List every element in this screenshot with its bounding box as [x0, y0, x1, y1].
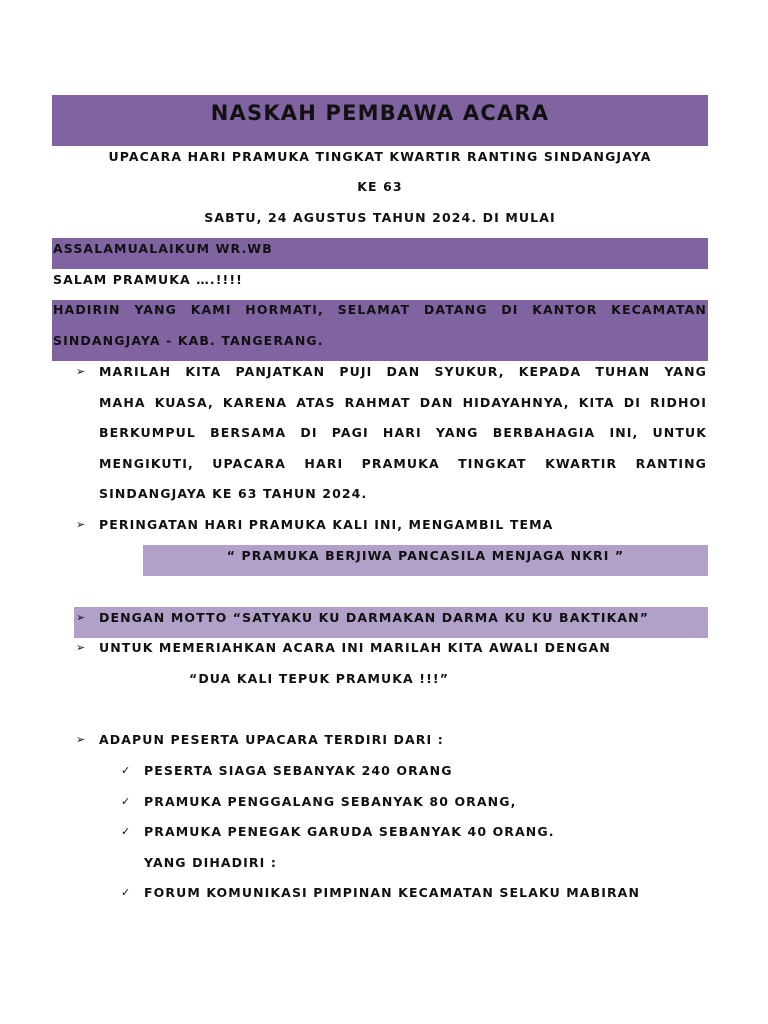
welcome-line-1: HADIRIN YANG KAMI HORMATI, SELAMAT DATANG DI KANTOR KECAMATAN [53, 302, 707, 317]
check-icon: ✓ [121, 795, 131, 808]
bullet-1-line-5: SINDANGJAYA KE 63 TAHUN 2024. [99, 486, 368, 501]
bullet-arrow-icon: ➢ [76, 733, 86, 746]
motto-text: DENGAN MOTTO “SATYAKU KU DARMAKAN DARMA KU KU BAKTIKAN” [99, 610, 650, 625]
bullet-5-text: ADAPUN PESERTA UPACARA TERDIRI DARI : [99, 732, 444, 747]
check-icon: ✓ [121, 886, 131, 899]
theme-text: “ PRAMUKA BERJIWA PANCASILA MENJAGA NKRI ” [226, 548, 625, 563]
participant-item: PRAMUKA PENGGALANG SEBANYAK 80 ORANG, [144, 794, 517, 809]
participant-item: PRAMUKA PENEGAK GARUDA SEBANYAK 40 ORANG. [144, 824, 555, 839]
bullet-arrow-icon: ➢ [76, 365, 86, 378]
welcome-line-2: SINDANGJAYA - KAB. TANGERANG. [53, 333, 324, 348]
greeting-text: ASSALAMUALAIKUM WR.WB [53, 241, 273, 256]
bullet-arrow-icon: ➢ [76, 641, 86, 654]
bullet-1-line-4: MENGIKUTI, UPACARA HARI PRAMUKA TINGKAT KWARTIR RANTING [99, 456, 707, 471]
bullet-2-text: PERINGATAN HARI PRAMUKA KALI INI, MENGAMBIL TEMA [99, 517, 554, 532]
attendee-item: FORUM KOMUNIKASI PIMPINAN KECAMATAN SELAKU MABIRAN [144, 885, 641, 900]
bullet-4-text: UNTUK MEMERIAHKAN ACARA INI MARILAH KITA AWALI DENGAN [99, 640, 611, 655]
check-icon: ✓ [121, 764, 131, 777]
attended-label: YANG DIHADIRI : [144, 855, 277, 870]
page-title: NASKAH PEMBAWA ACARA [52, 95, 708, 146]
bullet-arrow-icon: ➢ [76, 518, 86, 531]
check-icon: ✓ [121, 825, 131, 838]
salam-text: SALAM PRAMUKA ….!!!! [53, 272, 243, 287]
bullet-arrow-icon: ➢ [76, 611, 86, 624]
bullet-1-line-2: MAHA KUASA, KARENA ATAS RAHMAT DAN HIDAYAHNYA, KITA DI RIDHOI [99, 395, 707, 410]
subtitle-line-1: UPACARA HARI PRAMUKA TINGKAT KWARTIR RANTING SINDANGJAYA [108, 149, 652, 164]
participant-item: PESERTA SIAGA SEBANYAK 240 ORANG [144, 763, 453, 778]
bullet-1-line-1: MARILAH KITA PANJATKAN PUJI DAN SYUKUR, KEPADA TUHAN YANG [99, 364, 707, 379]
subtitle-line-3: SABTU, 24 AGUSTUS TAHUN 2024. DI MULAI [204, 210, 556, 225]
tepuk-text: “DUA KALI TEPUK PRAMUKA !!!” [189, 671, 450, 686]
subtitle-line-2: KE 63 [357, 179, 403, 194]
bullet-1-line-3: BERKUMPUL BERSAMA DI PAGI HARI YANG BERBAHAGIA INI, UNTUK [99, 425, 707, 440]
